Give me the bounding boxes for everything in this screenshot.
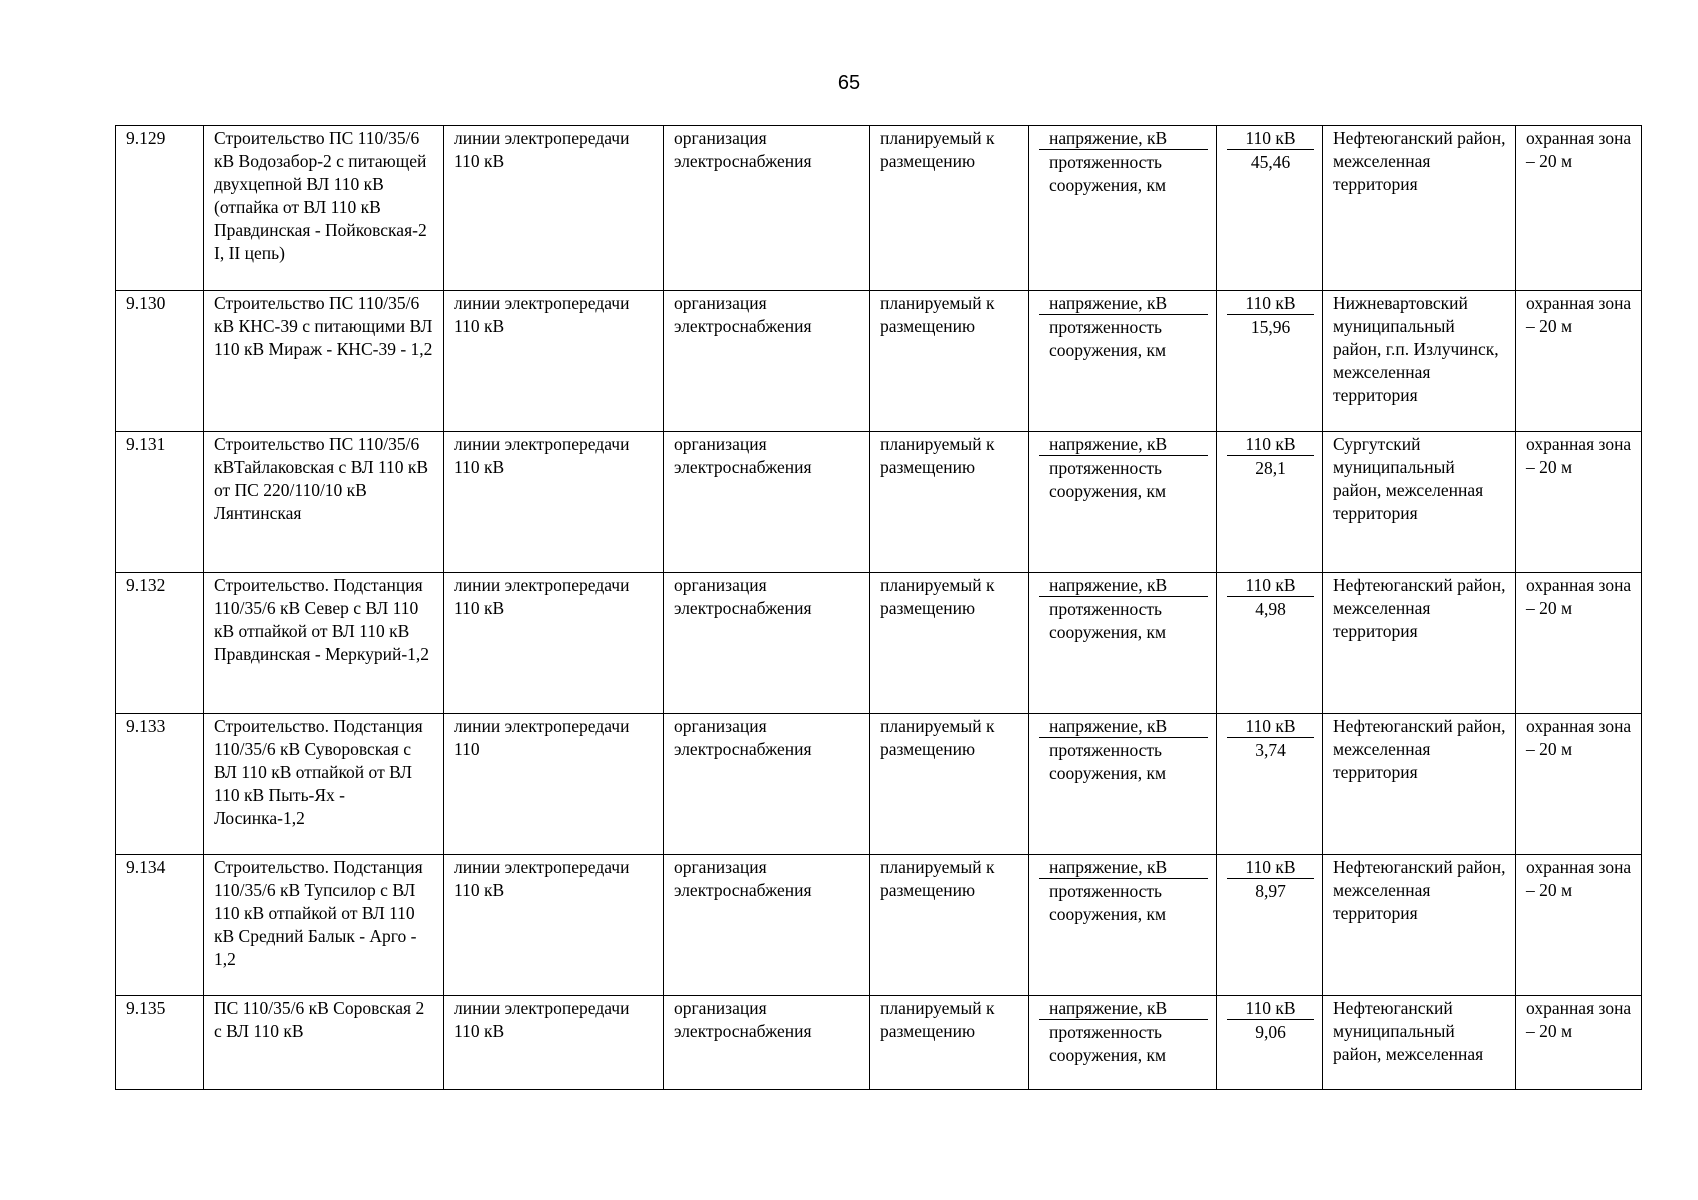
object-zone: охранная зона – 20 м (1516, 855, 1642, 996)
object-zone: охранная зона – 20 м (1516, 432, 1642, 573)
object-status: планируемый к размещению (870, 432, 1029, 573)
value-length: 15,96 (1250, 317, 1291, 337)
object-location: Нефтеюганский район, межселенная территория (1323, 714, 1516, 855)
table-row (116, 996, 1642, 1090)
value-voltage: 110 кВ (1227, 856, 1314, 879)
values-cell (1217, 126, 1323, 291)
object-type: линии электропередачи 110 кВ (444, 126, 664, 291)
row-number: 9.129 (116, 126, 204, 291)
value-length: 4,98 (1255, 599, 1286, 619)
object-status: планируемый к размещению (870, 126, 1029, 291)
objects-table (115, 125, 1642, 1090)
object-name: Строительство. Подстанция 110/35/6 кВ Суворовская с ВЛ 110 кВ отпайкой от ВЛ 110 кВ Пыть-Ях - Лосинка-1,2 (204, 714, 444, 855)
object-purpose: организация электроснабжения (664, 996, 870, 1090)
object-location: Нефтеюганский район, межселенная территория (1323, 126, 1516, 291)
object-type: линии электропередачи 110 кВ (444, 573, 664, 714)
row-number: 9.131 (116, 432, 204, 573)
characteristics-cell (1029, 714, 1217, 855)
object-purpose: организация электроснабжения (664, 126, 870, 291)
object-purpose: организация электроснабжения (664, 432, 870, 573)
param-length: протяженность сооружения, км (1049, 317, 1167, 360)
object-purpose: организация электроснабжения (664, 714, 870, 855)
param-voltage: напряжение, кВ (1039, 292, 1208, 315)
characteristics-cell (1029, 855, 1217, 996)
object-status: планируемый к размещению (870, 573, 1029, 714)
table-row (116, 855, 1642, 996)
value-length: 9,06 (1255, 1022, 1286, 1042)
value-voltage: 110 кВ (1227, 292, 1314, 315)
object-type: линии электропередачи 110 кВ (444, 996, 664, 1090)
object-type: линии электропередачи 110 кВ (444, 291, 664, 432)
object-location: Нефтеюганский район, межселенная территория (1323, 855, 1516, 996)
characteristics-cell (1029, 291, 1217, 432)
characteristics-cell (1029, 126, 1217, 291)
row-number: 9.132 (116, 573, 204, 714)
row-number: 9.130 (116, 291, 204, 432)
table-row (116, 573, 1642, 714)
value-length: 3,74 (1255, 740, 1286, 760)
param-length: протяженность сооружения, км (1049, 599, 1167, 642)
param-length: протяженность сооружения, км (1049, 458, 1167, 501)
value-length: 45,46 (1250, 152, 1291, 172)
row-number: 9.134 (116, 855, 204, 996)
table-row (116, 291, 1642, 432)
object-type: линии электропередачи 110 кВ (444, 855, 664, 996)
param-length: протяженность сооружения, км (1049, 740, 1167, 783)
object-status: планируемый к размещению (870, 291, 1029, 432)
row-number: 9.133 (116, 714, 204, 855)
values-cell (1217, 714, 1323, 855)
param-voltage: напряжение, кВ (1039, 856, 1208, 879)
object-zone: охранная зона – 20 м (1516, 996, 1642, 1090)
param-voltage: напряжение, кВ (1039, 997, 1208, 1020)
object-type: линии электропередачи 110 кВ (444, 432, 664, 573)
object-name: Строительство ПС 110/35/6 кВ Водозабор-2 с питающей двухцепной ВЛ 110 кВ (отпайка от ВЛ 110 кВ Правдинская - Пойковская-2 I, II цепь) (204, 126, 444, 291)
object-location: Нижневартовский муниципальный район, г.п. Излучинск, межселенная территория (1323, 291, 1516, 432)
characteristics-cell (1029, 573, 1217, 714)
object-name: Строительство. Подстанция 110/35/6 кВ Север с ВЛ 110 кВ отпайкой от ВЛ 110 кВ Правдинская - Меркурий-1,2 (204, 573, 444, 714)
row-number: 9.135 (116, 996, 204, 1090)
object-purpose: организация электроснабжения (664, 855, 870, 996)
value-voltage: 110 кВ (1227, 574, 1314, 597)
value-length: 8,97 (1255, 881, 1286, 901)
param-length: протяженность сооружения, км (1049, 881, 1167, 924)
object-location: Сургутский муниципальный район, межселенная территория (1323, 432, 1516, 573)
param-voltage: напряжение, кВ (1039, 433, 1208, 456)
object-name: ПС 110/35/6 кВ Соровская 2 с ВЛ 110 кВ (204, 996, 444, 1090)
object-name: Строительство. Подстанция 110/35/6 кВ Тупсилор с ВЛ 110 кВ отпайкой от ВЛ 110 кВ Средний Балык - Арго - 1,2 (204, 855, 444, 996)
param-voltage: напряжение, кВ (1039, 715, 1208, 738)
values-cell (1217, 432, 1323, 573)
object-status: планируемый к размещению (870, 714, 1029, 855)
characteristics-cell (1029, 996, 1217, 1090)
param-voltage: напряжение, кВ (1039, 574, 1208, 597)
object-purpose: организация электроснабжения (664, 291, 870, 432)
values-cell (1217, 291, 1323, 432)
object-status: планируемый к размещению (870, 855, 1029, 996)
value-length: 28,1 (1255, 458, 1286, 478)
object-zone: охранная зона – 20 м (1516, 291, 1642, 432)
value-voltage: 110 кВ (1227, 127, 1314, 150)
table-row (116, 432, 1642, 573)
table-row (116, 126, 1642, 291)
object-zone: охранная зона – 20 м (1516, 714, 1642, 855)
object-location: Нефтеюганский район, межселенная территория (1323, 573, 1516, 714)
characteristics-cell (1029, 432, 1217, 573)
value-voltage: 110 кВ (1227, 997, 1314, 1020)
param-length: протяженность сооружения, км (1049, 152, 1167, 195)
param-length: протяженность сооружения, км (1049, 1022, 1167, 1065)
table-row (116, 714, 1642, 855)
param-voltage: напряжение, кВ (1039, 127, 1208, 150)
object-name: Строительство ПС 110/35/6 кВТайлаковская с ВЛ 110 кВ от ПС 220/110/10 кВ Лянтинская (204, 432, 444, 573)
object-zone: охранная зона – 20 м (1516, 126, 1642, 291)
object-purpose: организация электроснабжения (664, 573, 870, 714)
values-cell (1217, 855, 1323, 996)
object-location: Нефтеюганский муниципальный район, межселенная (1323, 996, 1516, 1090)
values-cell (1217, 996, 1323, 1090)
object-zone: охранная зона – 20 м (1516, 573, 1642, 714)
value-voltage: 110 кВ (1227, 433, 1314, 456)
page-number: 65 (837, 72, 861, 94)
object-status: планируемый к размещению (870, 996, 1029, 1090)
values-cell (1217, 573, 1323, 714)
value-voltage: 110 кВ (1227, 715, 1314, 738)
object-name: Строительство ПС 110/35/6 кВ КНС-39 с питающими ВЛ 110 кВ Мираж - КНС-39 - 1,2 (204, 291, 444, 432)
object-type: линии электропередачи 110 (444, 714, 664, 855)
